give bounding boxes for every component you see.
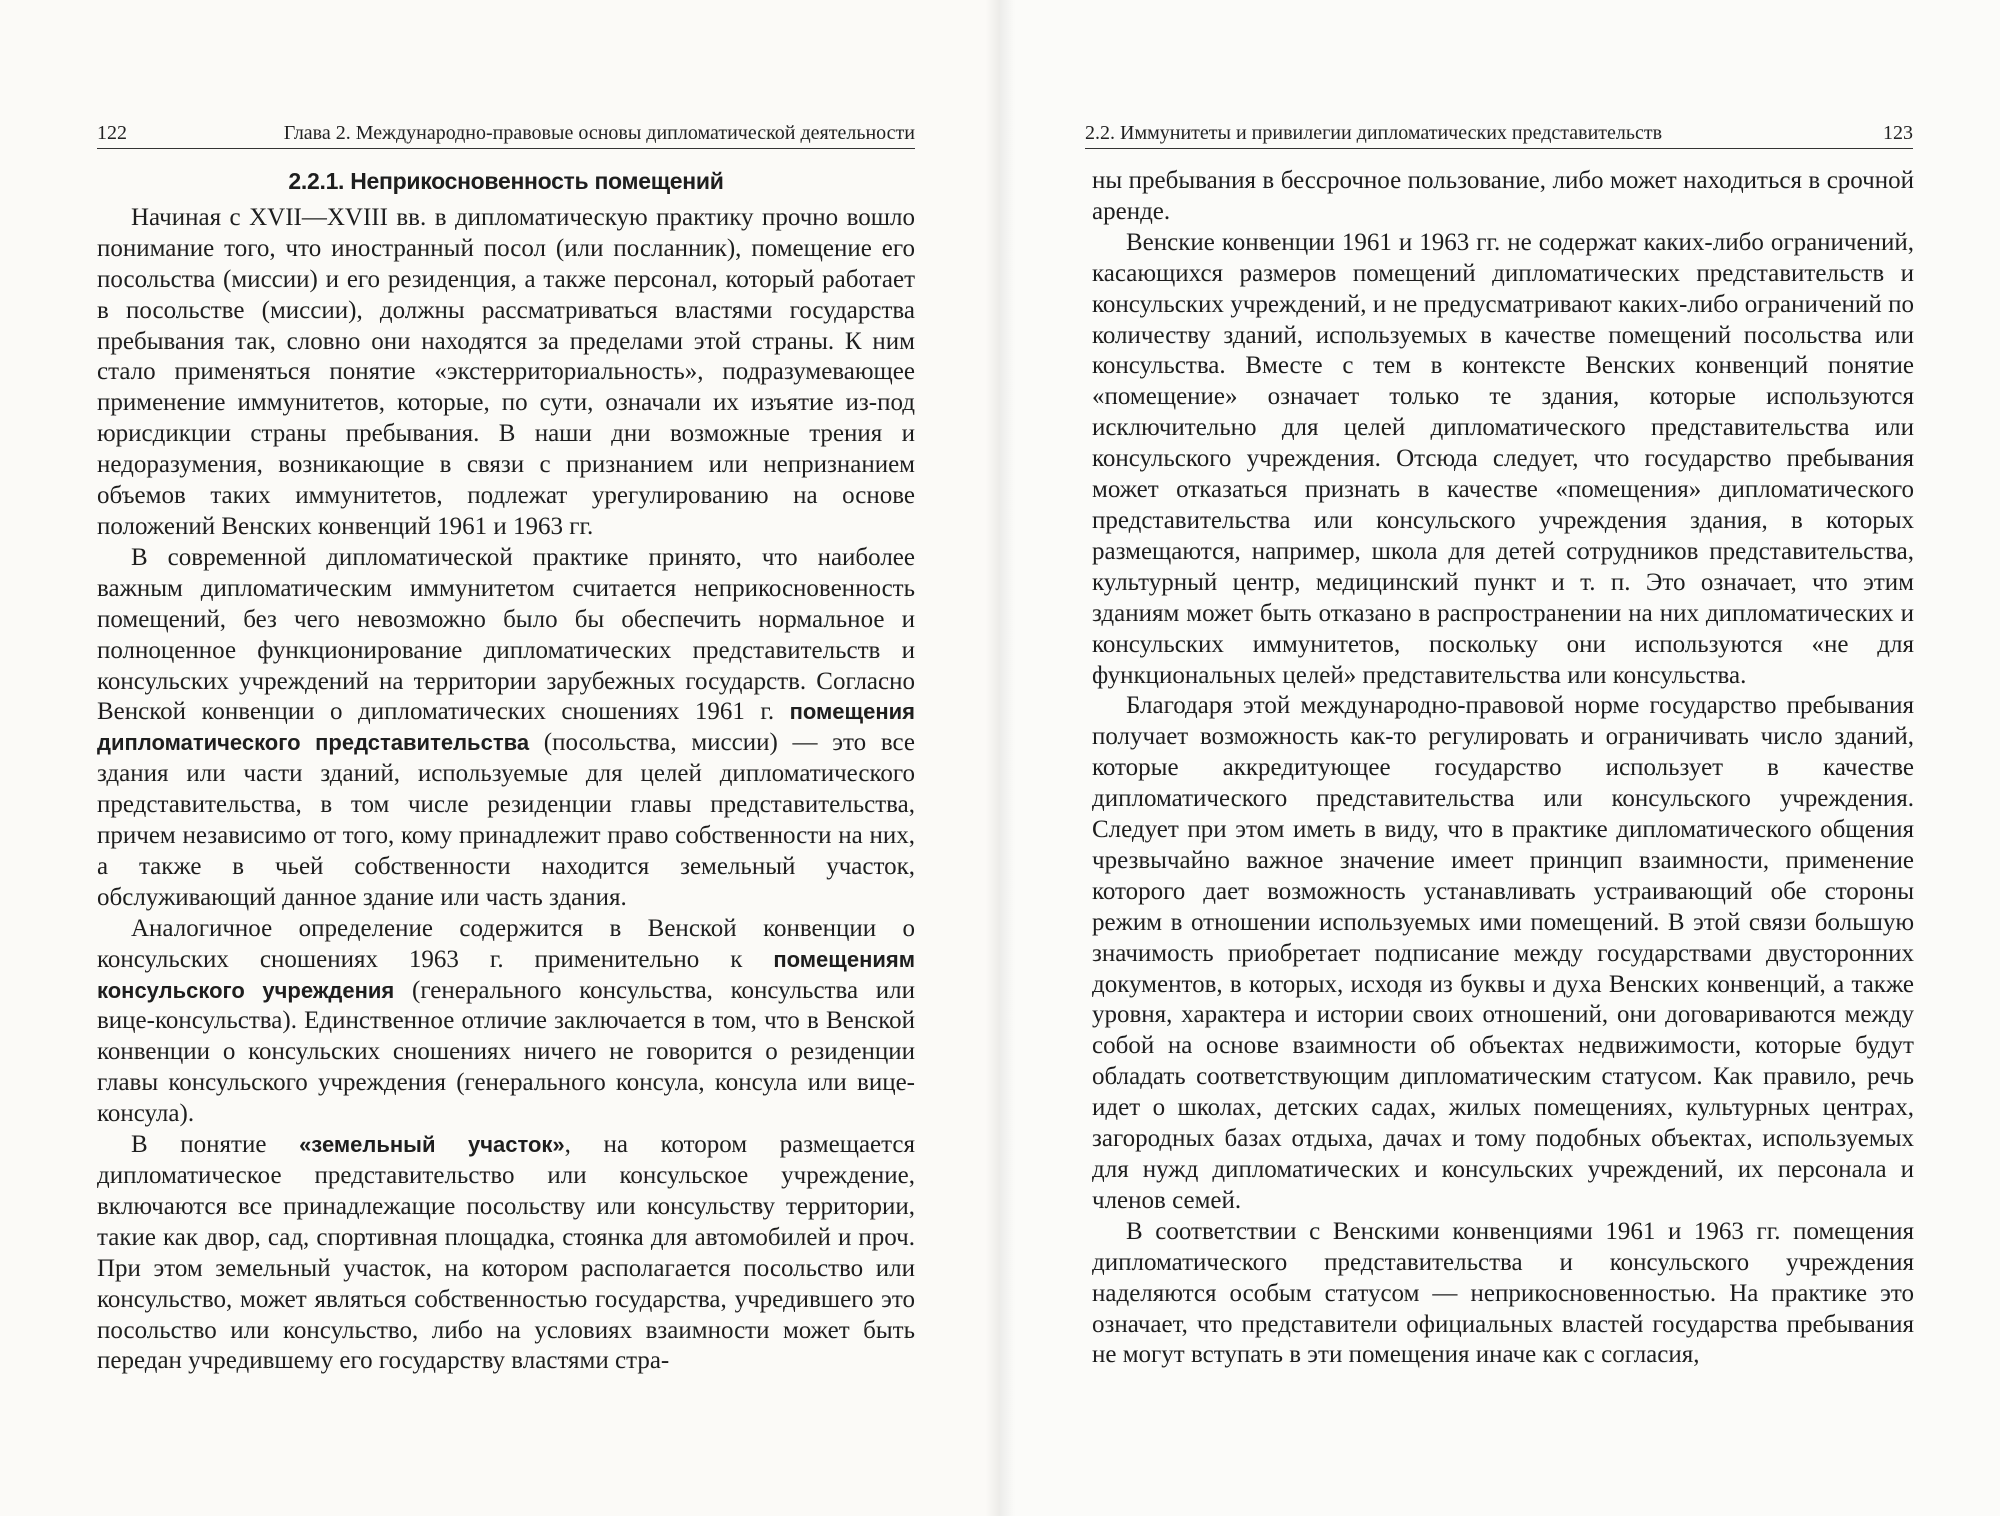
right-body-text	[1092, 166, 1914, 1371]
left-running-title: Глава 2. Международно-правовые основы дипломатической деятельности	[283, 122, 915, 144]
defined-term: «земельный участок»	[299, 1132, 565, 1158]
paragraph-continuation: ны пребывания в бессрочное пользование, либо может находиться в срочной аренде.	[1092, 167, 1914, 225]
paragraph: Аналогичное определение содержится в Венской конвенции о консульских сношениях 1963 г. применительно к помещениям консульского учреждения (генерального консульства, консульства или вице-консульства). Единственное отличие заключается в том, что в Венской конвенции о консульских сношениях ничего не говорится о резиденции главы консульского учреждения (генерального консула, консула или вице-консула).	[97, 914, 915, 1128]
left-running-header	[97, 118, 915, 149]
right-page-number: 123	[1883, 122, 1913, 144]
right-running-header	[1085, 118, 1913, 149]
section-title: 2.2.1. Неприкосновенность помещений	[288, 168, 724, 194]
left-page-number: 122	[97, 122, 127, 144]
paragraph: Начиная с XVII—XVIII вв. в дипломатическую практику прочно вошло понимание того, что иностранный посол (или посланник), помещение его посольства (миссии) и его резиденция, а также персонал, который работает в посольстве (миссии), должны рассматриваться властями государства пребывания так, словно они находятся за пределами этой страны. К ним стало применяться понятие «экстерриториальность», подразумевающее применение иммунитетов, которые, по сути, означали их изъятие из-под юрисдикции страны пребывания. В наши дни возможные трения и недоразумения, возникающие в связи с признанием или непризнанием объемов таких иммунитетов, подлежат урегулированию на основе положений Венских конвенций 1961 и 1963 гг.	[97, 203, 915, 540]
right-running-title: 2.2. Иммунитеты и привилегии дипломатических представительств	[1085, 122, 1663, 144]
paragraph: В современной дипломатической практике принято, что наиболее важным дипломатическим иммунитетом считается неприкосновенность помещений, без чего невозможно было бы обеспечить нормальное и полноценное функционирование дипломатических представительств и консульских учреждений на территории зарубежных государств. Согласно Венской конвенции о дипломатических сношениях 1961 г. помещения дипломатического представительства (посольства, миссии) — это все здания или части зданий, используемые для целей дипломатического представительства, в том числе резиденции главы представительства, причем независимо от того, кому принадлежит право собственности на них, а также в чьей собственности находится земельный участок, обслуживающий данное здание или часть здания.	[97, 543, 915, 911]
defined-term: помещениям консульского учреждения	[97, 946, 915, 1003]
paragraph: В соответствии с Венскими конвенциями 1961 и 1963 гг. помещения дипломатического представительства и консульского учреждения наделяются особым статусом — неприкосновенностью. На практике это означает, что представители официальных властей государства пребывания не могут вступать в эти помещения иначе как с согласия,	[1092, 1217, 1914, 1369]
paragraph: Венские конвенции 1961 и 1963 гг. не содержат каких-либо ограничений, касающихся размеров помещений дипломатических представительств и консульских учреждений, и не предусматривают каких-либо ограничений по количеству зданий, используемых в качестве помещений посольства или консульства. Вместе с тем в контексте Венских конвенций понятие «помещение» означает только те здания, которые используются исключительно для целей дипломатического представительства или консульского учреждения. Отсюда следует, что государство пребывания может отказаться признать в качестве «помещения» дипломатического представительства или консульского учреждения здания, в которых размещаются, например, школа для детей сотрудников представительства, культурный центр, медицинский пункт и т. п. Это означает, что этим зданиям может быть отказано в распространении на них дипломатических и консульских иммунитетов, поскольку они используются «не для функциональных целей» представительства или консульства.	[1092, 228, 1914, 689]
right-page	[1000, 0, 2000, 1516]
paragraph: Благодаря этой международно-правовой норме государство пребывания получает возможность как-то регулировать и ограничивать число зданий, которые аккредитующее государство использует в качестве дипломатического представительства или консульского учреждения. Следует при этом иметь в виду, что в практике дипломатического общения чрезвычайно важное значение имеет принцип взаимности, применение которого дает возможность устанавливать устраивающий обе стороны режим в отношении используемых ими помещений. В этой связи большую значимость приобретает подписание между государствами двусторонних документов, в которых, исходя из буквы и духа Венских конвенций, а также уровня, характера и истории своих отношений, они договариваются между собой на основе взаимности об объектах недвижимости, которые будут обладать соответствующим дипломатическим статусом. Как правило, речь идет о школах, детских садах, жилых помещениях, культурных центрах, загородных базах отдыха, дачах и тому подобных объектах, используемых для нужд дипломатических и консульских учреждений, их персонала и членов семей.	[1092, 692, 1914, 1214]
paragraph: В понятие «земельный участок», на котором размещается дипломатическое представительство или консульское учреждение, включаются все принадлежащие посольству или консульству территории, такие как двор, сад, спортивная площадка, стоянка для автомобилей и проч. При этом земельный участок, на котором располагается посольство или консульство, может являться собственностью государства, учредившего это посольство или консульство, либо на условиях взаимности может быть передан учредившему его государству властями стра-	[97, 1131, 915, 1375]
left-body-text	[97, 166, 915, 1377]
defined-term: помещения дипломатического представительства	[97, 699, 915, 756]
book-gutter	[985, 0, 1015, 1516]
